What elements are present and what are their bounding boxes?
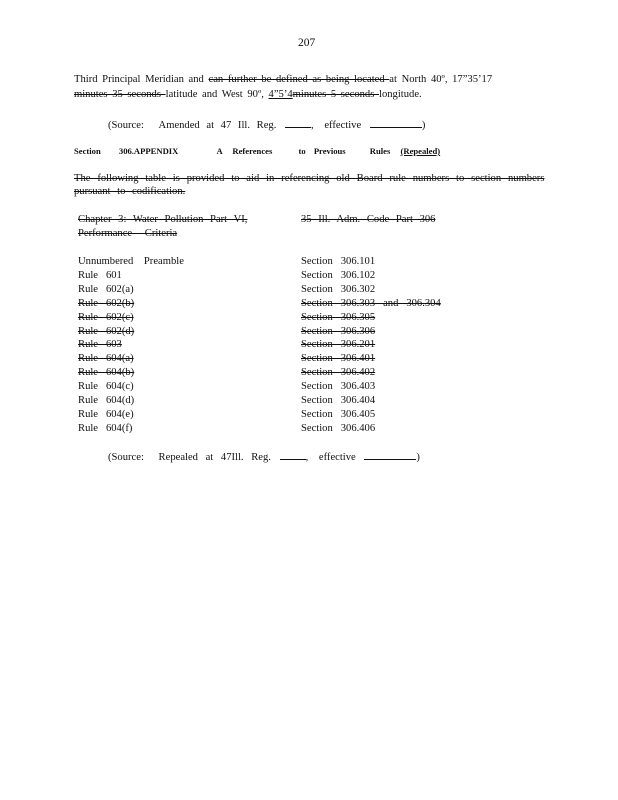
section-word: Section [74,146,101,156]
section-heading [74,145,466,158]
source-label: (Source: [108,452,144,463]
table-cell-old-rule: Rule 603 [78,339,122,351]
table-cell-old-rule: Unnumbered Preamble [78,256,184,267]
table-cell-new-section: Section 306.302 [301,283,376,295]
source-note-amended [108,117,425,132]
table-cell-new-section: Section 306.401 [301,353,376,365]
blank-line [285,117,311,128]
source-effective: effective [324,120,362,131]
source-label: (Source: [108,120,144,131]
intro-line-2: pursuant to codification. [74,186,186,197]
source-close: ) [421,120,426,131]
source-effective: effective [318,452,356,463]
source-close: ) [416,452,420,463]
blank-line [280,449,306,460]
table-cell-old-rule: Rule 604(b) [78,367,135,379]
section-letter: A [216,146,223,156]
text-span: latitude and West 90º, [165,89,269,100]
table-cell-old-rule: Rule 604(c) [78,381,134,393]
table-cell-old-rule: Rule 602(b) [78,297,135,309]
struck-text: minutes 5 seconds [292,89,379,100]
table-cell-old-rule: Rule 602(d) [78,325,135,337]
table-cell-old-rule: Rule 602(a) [78,283,134,295]
section-previous: Previous [313,146,346,156]
table-cell-old-rule: Rule 602(c) [78,311,134,323]
blank-line [364,449,416,460]
text-span: longitude. [379,89,422,100]
text-span: Third Principal Meridian and [74,74,209,85]
paragraph-line-1 [74,73,502,86]
source-comma: , [305,452,309,463]
table-cell-old-rule: Rule 604(f) [78,422,133,434]
table-cell-old-rule: Rule 601 [78,269,122,281]
intro-line-1: The following table is provided to aid in referencing old Board rule numbers to section numbers [74,173,545,184]
table-header-left-2: Performance Criteria [78,228,178,239]
table-cell-new-section: Section 306.403 [301,381,376,393]
table-cell-new-section: Section 306.102 [301,269,376,281]
struck-text: minutes 35 seconds [74,89,166,100]
table-cell-new-section: Section 306.405 [301,408,376,420]
table-cell-new-section: Section 306.306 [301,325,376,337]
text-span: at North 40º, 17”35’17 [389,74,493,85]
section-refs: References [232,146,273,156]
struck-text: can further be defined as being located [208,74,390,85]
section-rules: Rules [369,146,391,156]
blank-line [370,117,422,128]
section-to: to [298,146,306,156]
table-cell-new-section: Section 306.404 [301,395,376,406]
paragraph-line-2 [74,88,422,101]
page-number: 207 [298,37,316,49]
source-note-repealed [108,449,420,464]
table-header-right: 35 Ill. Adm. Code Part 306 [301,214,436,225]
table-header-left-1: Chapter 3: Water Pollution Part VI, [78,214,248,225]
table-cell-new-section: Section 306.303 and 306.304 [301,297,441,309]
section-number: 306.APPENDIX [118,146,179,156]
table-cell-old-rule: Rule 604(a) [78,353,134,365]
table-cell-old-rule: Rule 604(d) [78,395,135,406]
table-cell-new-section: Section 306.406 [301,422,376,434]
source-comma: , [311,120,314,131]
table-cell-new-section: Section 306.402 [301,367,376,379]
underlined-text: 4”5’4 [268,89,293,100]
table-cell-new-section: Section 306.201 [301,339,376,351]
table-cell-new-section: Section 306.101 [301,256,376,267]
table-cell-old-rule: Rule 604(e) [78,408,134,420]
source-text: Amended at 47 Ill. Reg. [158,120,277,131]
table-cell-new-section: Section 306.305 [301,311,376,323]
section-repealed: (Repealed) [400,146,441,156]
source-text: Repealed at 47Ill. Reg. [158,452,271,463]
